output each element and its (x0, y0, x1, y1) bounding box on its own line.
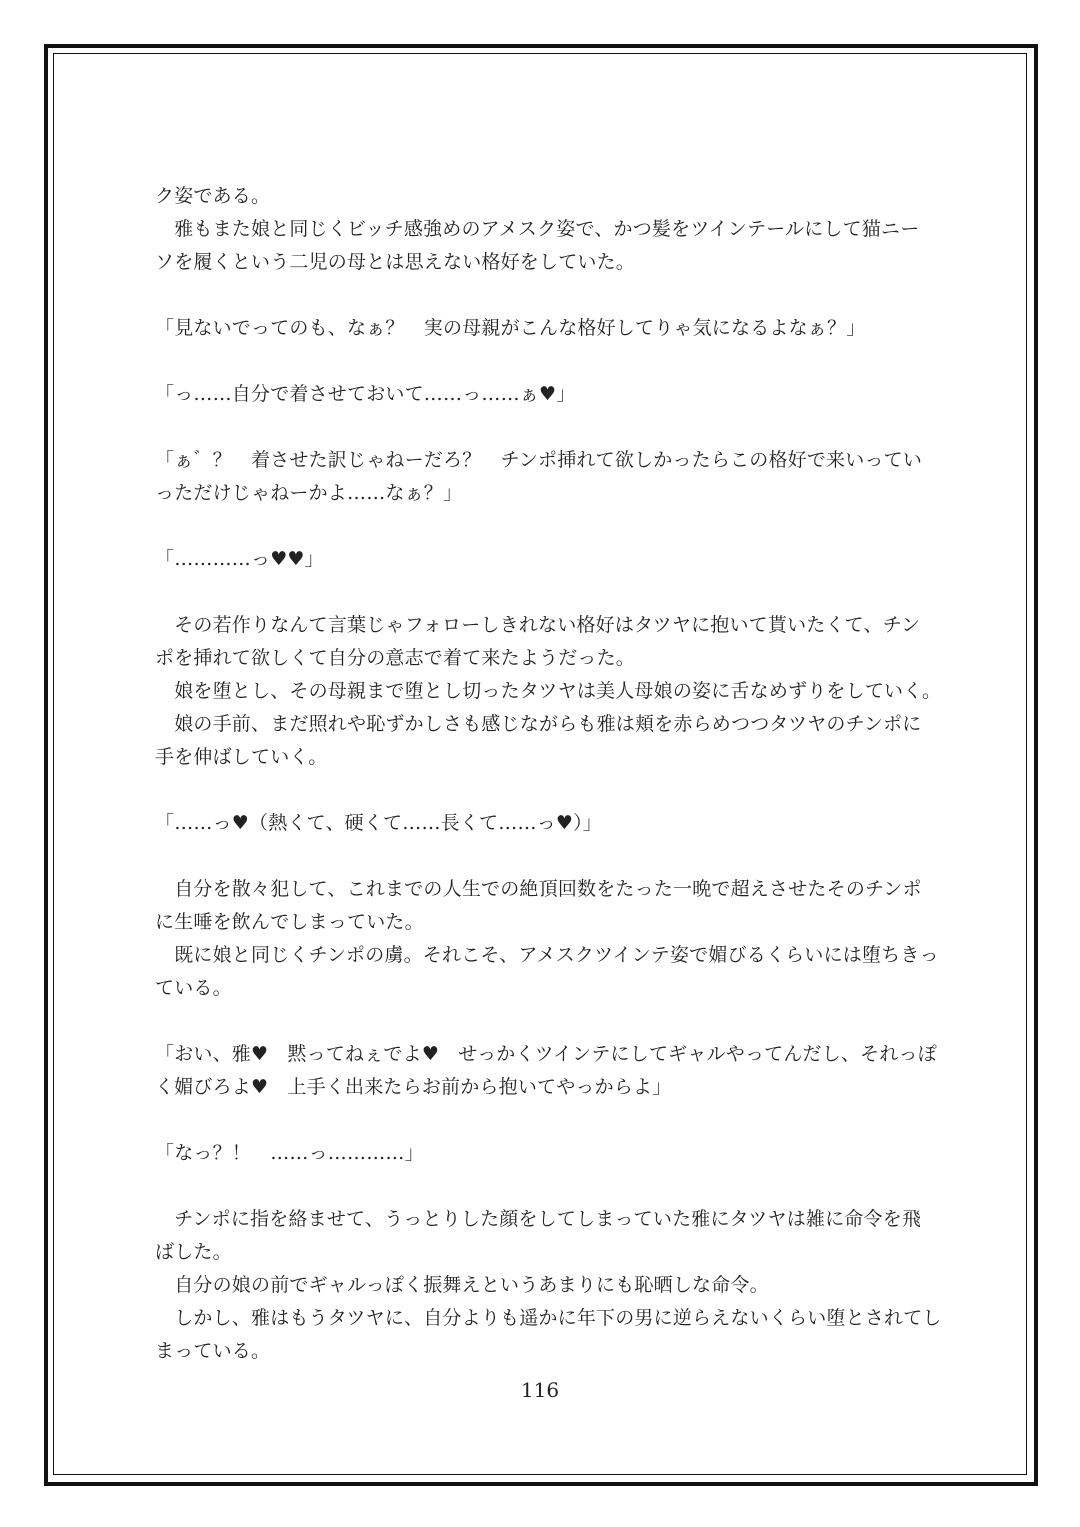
text-line: 手を伸ばしていく。 (155, 746, 328, 768)
text-line: 「…………っ♥♥」 (155, 548, 324, 570)
body-text (155, 180, 942, 1368)
text-line: ソを履くという二児の母とは思えない格好をしていた。 (155, 251, 636, 273)
text-line: ポを挿れて欲しくて自分の意志で着て来たようだった。 (155, 647, 636, 669)
text-line: 「なっ？！ ……っ…………」 (155, 1142, 424, 1164)
text-line: ている。 (155, 977, 232, 999)
text-line: その若作りなんて言葉じゃフォローしきれない格好はタツヤに抱いて貰いたくて、チン (155, 614, 921, 636)
text-line: 「見ないでってのも、なぁ？ 実の母親がこんな格好してりゃ気になるよなぁ？」 (155, 317, 866, 339)
text-line: しかし、雅はもうタツヤに、自分よりも遥かに年下の男に逆らえないくらい堕とされてし (155, 1307, 942, 1329)
blank-line (155, 1104, 935, 1137)
text-line: っただけじゃねーかよ……なぁ？」 (155, 482, 463, 504)
text-line: 「おい、雅♥ 黙ってねぇでよ♥ せっかくツインテにしてギャルやってんだし、それっぽ (155, 1043, 937, 1065)
text-line: 「……っ♥（熱くて、硬くて……長くて……っ♥）」 (155, 812, 602, 834)
blank-line (155, 345, 935, 378)
text-line: 「っ……自分で着させておいて……っ……ぁ♥」 (155, 383, 576, 405)
text-line: 娘の手前、まだ照れや恥ずかしさも感じながらも雅は頬を赤らめつつタツヤのチンポに (155, 713, 922, 735)
text-line: 雅もまた娘と同じくビッチ感強めのアメスク姿で、かつ髪をツインテールにして猫ニー (155, 218, 920, 240)
blank-line (155, 1005, 935, 1038)
text-line: 自分を散々犯して、これまでの人生での絶頂回数をたった一晩で超えさせたそのチンポ (155, 878, 922, 900)
blank-line (155, 840, 935, 873)
text-line: に生唾を飲んでしまっていた。 (155, 911, 424, 933)
text-line: 既に娘と同じくチンポの虜。それこそ、アメスクツインテ姿で媚びるくらいには堕ちきっ (155, 944, 939, 966)
blank-line (155, 510, 935, 543)
text-line: ク姿である。 (155, 185, 271, 207)
text-line: 自分の娘の前でギャルっぽく振舞えというあまりにも恥晒しな命令。 (155, 1274, 769, 1296)
blank-line (155, 774, 935, 807)
blank-line (155, 576, 935, 609)
text-line: まっている。 (155, 1340, 271, 1362)
blank-line (155, 1170, 935, 1203)
text-line: く媚びろよ♥ 上手く出来たらお前から抱いてやっからよ」 (155, 1076, 672, 1098)
text-line: チンポに指を絡ませて、うっとりした顔をしてしまっていた雅にタツヤは雑に命令を飛 (155, 1208, 922, 1230)
text-line: 娘を堕とし、その母親まで堕とし切ったタツヤは美人母娘の姿に舌なめずりをしていく。 (155, 680, 942, 702)
text-line: ばした。 (155, 1241, 232, 1263)
blank-line (155, 411, 935, 444)
page-number: 116 (520, 1378, 560, 1402)
blank-line (155, 279, 935, 312)
text-line: 「ぁ゛？ 着させた訳じゃねーだろ？ チンポ挿れて欲しかったらこの格好で来いってい (155, 449, 923, 471)
